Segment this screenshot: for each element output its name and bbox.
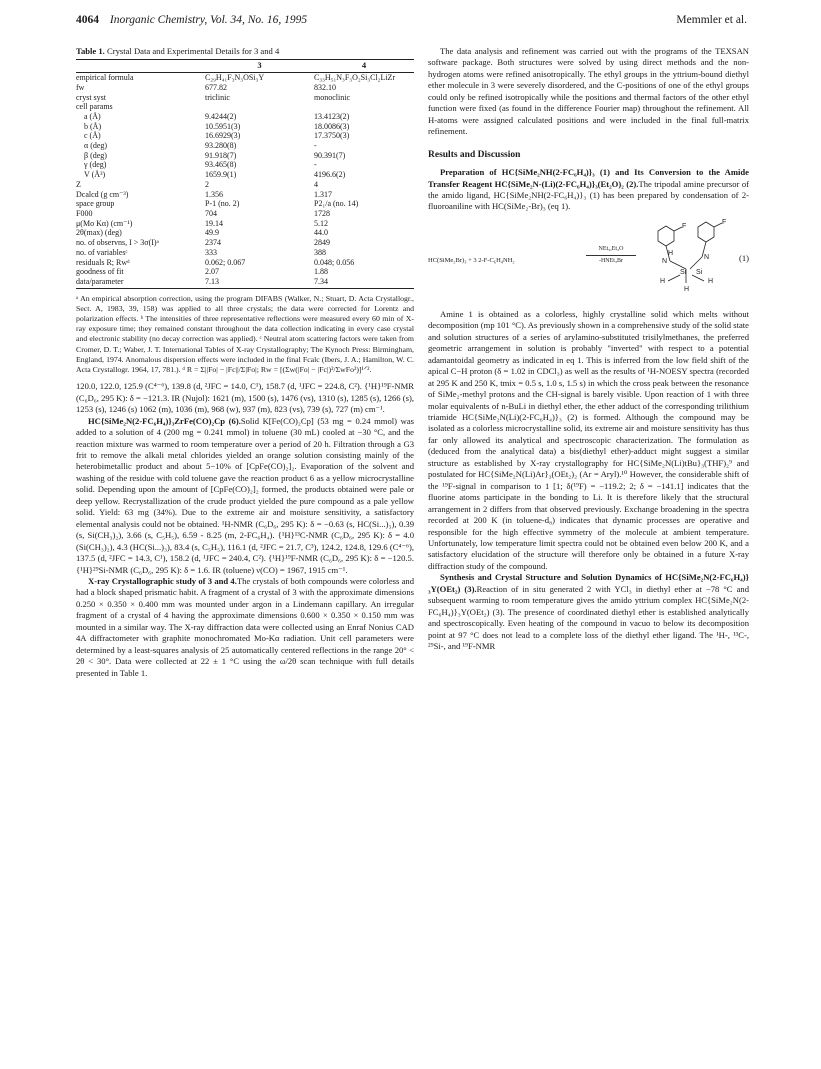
table-cell-3: 704 (205, 209, 217, 218)
atom-h2: H (684, 285, 690, 293)
table-cell-label: α (deg) (84, 141, 108, 151)
atom-si2: Si (696, 268, 703, 276)
ring-right (698, 222, 714, 242)
table-cell-3: 2.07 (205, 267, 219, 277)
xray-heading: X-ray Crystallographic study of 3 and 4. (88, 575, 237, 586)
atom-si1: Si (680, 268, 687, 276)
table-cell-label: no. of observns, I > 3σ(I)ᵃ (76, 238, 159, 248)
table-cell-4: 7.34 (314, 277, 414, 288)
table-cell-label: residuals R; Rwᵈ (76, 257, 130, 267)
equation-conditions (586, 245, 636, 266)
table-cell-4: C₃₃H₅₁N₃F₃O₂Si₃Cl₂LiZr (314, 73, 396, 83)
atom-f2: F (722, 218, 727, 226)
table-cell-3: 10.5951(3) (205, 121, 241, 131)
table-cell-label: empirical formula (76, 73, 134, 83)
table-row (76, 258, 414, 268)
table-row (76, 219, 414, 229)
table-row (76, 228, 414, 238)
table-cell-label: Z (76, 179, 81, 189)
table-cell-3: 93.280(8) (205, 141, 237, 151)
table-cell-3: 2 (205, 179, 209, 189)
xray-text: The crystals of both compounds were colorless and had a block shaped prismatic habit. A fragment of a crystal of 3 with the approximate dimensions 0.250 × 0.350 × 0.400 mm was mounted under argon in a Lindemann capillary. An irregular fragment of a crystal of 4 having the approximate dimensions 0.600 × 0.350 × 0.150 mm was mounted in a similar way. The X-ray diffraction data were collected using an Enraf Nonius CAD 4A diffractometer with graphite monochromated Mo-Kα radiation. Unit cell parameters were determined by a least-squares analysis of 25 automatically centered reflections in the range 20° < 2θ < 30°. Data were collected at 22 ± 1 °C using the ω/2θ scan technique with full details presented in Table 1. (76, 575, 414, 678)
table-cell-4: 17.3750(3) (314, 131, 350, 141)
table-cell-4: 0.048; 0.056 (314, 257, 355, 267)
table-cell-3: 0.062; 0.067 (205, 257, 246, 267)
table-cell-4: 90.391(7) (314, 150, 346, 160)
table-row (76, 248, 414, 258)
table-row (76, 83, 414, 93)
equation-reactants: HC(SiMe₂Br)₃ + 3 2-F-C₆H₄NH₂ (428, 256, 515, 264)
table-row (76, 190, 414, 200)
table-cell-3: 91.918(7) (205, 150, 237, 160)
table-header-row (76, 60, 414, 73)
table-cell-label: F000 (76, 209, 93, 218)
table-cell-label: γ (deg) (84, 160, 107, 170)
left-paragraph-xray (76, 576, 414, 679)
table-row (76, 277, 414, 288)
table-row (76, 102, 414, 112)
condition-top: NEt₃,Et₂O (598, 245, 624, 252)
table-cell-4: P2₁/a (no. 14) (314, 199, 359, 209)
table-cell-label: b (Å) (84, 121, 102, 131)
table-cell-label: a (Å) (84, 111, 101, 121)
running-authors: Memmler et al. (676, 14, 747, 26)
equation-1 (428, 217, 749, 303)
crystal-data-table (76, 59, 414, 288)
table-cell-3: 49.9 (205, 228, 219, 238)
table-cell-4: monoclinic (314, 92, 350, 102)
table-cell-label: cell params (76, 102, 113, 112)
table-cell-3: 9.4244(2) (205, 111, 237, 121)
table-cell-3: 19.14 (205, 218, 223, 228)
right-paragraph-synthesis (428, 572, 749, 652)
right-column (428, 46, 749, 652)
table-cell-4: - (314, 141, 317, 151)
table-cell-label: c (Å) (84, 131, 101, 141)
synthesis-heading: Synthesis and Crystal Structure and Solution Dynamics of HC{SiMe₂N(2-FC₆H₄)}₃Y(OEt₂) (3). (428, 572, 749, 594)
table-cell-4: - (314, 160, 317, 170)
table-row (76, 160, 414, 170)
table-cell-4: 13.4123(2) (314, 111, 350, 121)
table-cell-4 (314, 102, 414, 112)
ring-left (658, 226, 674, 246)
table-cell-3: triclinic (205, 92, 230, 102)
table-caption (76, 46, 414, 57)
table-cell-label: data/parameter (76, 277, 205, 288)
page-number: 4064 (76, 14, 99, 26)
table-cell-3: P-1 (no. 2) (205, 199, 240, 209)
table-cell-label: Dcalcd (g cm⁻³) (76, 189, 129, 199)
right-paragraph-preparation (428, 167, 749, 213)
table-cell-4: 4196.6(2) (314, 170, 346, 180)
table-header-blank (76, 60, 205, 73)
reaction-arrow (586, 255, 636, 256)
table-row (76, 267, 414, 277)
condition-bottom: -HNEt₃Br (598, 257, 624, 264)
table-header-4: 4 (314, 60, 414, 73)
atom-f1: F (682, 222, 687, 230)
table-cell-4: 832.10 (314, 82, 336, 92)
right-paragraph-amine: Amine 1 is obtained as a colorless, highly crystalline solid which melts without decomposition (mp 101 °C). As previously shown in a comprehensive study of the solid state and solution structures of a series of arylamino-substituted trisilylmethanes, the preferred geometric arrangement in solution is probably "inverted" with respect to a potential adamantoidal geometry as indicated in eq 1. This is inferred from the low field shift of the apical C−H proton (δ = 1.02 in CDCl₃) as well as the results of ¹H-NOESY spectra (recorded at 295 K and 250 K, tmix = 0.5 s, 1.0 s, 1.5 s) in which the cross peak between the resonance of SiMe₂-methyl protons and the CH-signal is barely visible. Upon reaction of 1 with three molar equivalents of n-BuLi in diethyl ether, the ether adduct of the corresponding trilithium triamide HC{SiMe₂N(Li)(2-FC₆H₄)}₃ (2) is formed. Although the compound may be isolated as a colorless microcrystalline solid, its extreme air and moisture sensitivity has thus far only allowed its analytical and spectroscopic characterization. The formulation as (deduced from the analytical data) a bis(diethyl ether)-adduct might suggest a similar structure as established by X-ray crystallography for HC{SiMe₂N(Li)tBu}₃(THF)₂⁹ and postulated for HC{SiMe₂N(Li)Ar}₃(OEt₂)₂ (Ar = Aryl).¹⁰ However, the considerable shift of the ¹⁹F-signal in comparison to 1 [1; δ(¹⁹F) = −119.2; 2; δ = −141.1] indicates that the fluorine atoms participate in the bonding to Li. It is therefore likely that the structural arrangement in 2 differs from that observed previously. Exchange broadening in the spectra recorded at 200 K (in toluene-d₈) indicates that dynamic processes are operative and responsible for the high effective symmetry of the molecule at ambient temperature. Unfortunately, low temperature limit spectra could not be obtained even below 200 K, and a satisfactory elucidation of the structure will therefore only be obtained in a future X-ray diffraction study of the compound. (428, 308, 749, 571)
atom-h1: H (668, 249, 674, 257)
table-cell-label: 2θ(max) (deg) (76, 228, 122, 238)
atom-h4: H (660, 277, 666, 285)
table-cell-3: 2374 (205, 238, 221, 248)
table-cell-label: cryst syst (76, 92, 106, 102)
table-row (76, 199, 414, 209)
table-cell-4: 5.12 (314, 218, 328, 228)
table-cell-4: 44.0 (314, 228, 328, 238)
table-cell-4: 18.0086(3) (314, 121, 350, 131)
table-caption-text: Crystal Data and Experimental Details for 3 and 4 (106, 46, 280, 56)
compound-6-text: Solid K[Fe(CO)₂Cp] (53 mg = 0.24 mmol) was added to a solution of 4 (200 mg = 0.241 mmol) in toluene (30 mL) cooled at −30 °C, and the reaction mixture was warmed to room temperature over a period of 20 h. Filtration through a G3 frit to remove the alkali metal chlorides yielded an orange solution consisting mainly of the heterobimetallic product and about 5−10% of [CpFe(CO)₂]₂. Evaporation of the solvent and washing of the residue with cold toluene gave the reaction product 6 as a yellow microcrystalline solid. Depending upon the amount of [CpFe(CO)₂]₂ formed, the products obtained were pale or deep yellow. Recrystallization of the crude product yielded the pure compound as a pale yellow solid. Yield: 63 mg (34%). Due to the extreme air and moisture sensitivity, a satisfactory elemental analysis could not be obtained. ¹H-NMR (C₆D₆, 295 K): δ = −0.63 (s, HC(Si...)₃), 0.39 (s, Si(CH₃)₂), 3.66 (s, C₅H₅), 6.59 - 8.25 (m, 2-FC₆H₄). {¹H}¹³C-NMR (C₆D₆, 295 K): δ = 4.0 (Si(CH₃)₂), 4.3 (HC(Si...)₃), 83.4 (s, C₅H₅), 116.1 (d, ²JFC = 21.7, C³), 124.2, 124.8, 129.6 (C⁴⁻⁶), 137.5 (d, ²JFC = 14.3, C¹), 158.2 (d, ¹JFC = 240.4, C²). {¹H}¹⁹F-NMR (C₆D₆, 295 K): δ = −120.5. {¹H}²⁹Si-NMR (C₆D₆, 295 K): δ = 1.6. IR (toluene) ν(CO) = 1967, 1915 cm⁻¹. (76, 415, 414, 575)
table-cell-4: 1.88 (314, 267, 328, 277)
preparation-heading: Preparation of HC{SiMe₂NH(2-FC₆H₄)}₃ (1) and Its Conversion to the Amide Transfer Reagent HC{SiMe₂N-(Li)(2-FC₆H₄)}₃(Et₂O)₂ (2). (428, 167, 749, 189)
table-cell-label: fw (76, 82, 85, 92)
right-paragraph-refinement: The data analysis and refinement was carried out with the programs of the TEXSAN software package. Both structures were solved by using direct methods and the non-hydrogen atoms were refined anisotropically. The ethyl groups in the yttrium-bound diethyl ether molecule in 3 were severely disordered, and the C-positions of one of the ethyl groups could only be refined isotropically while the positions and thermal factors of the other ethyl function were fixed (as found in the difference Fourier map) throughout the refinement. All H-atoms were assigned calculated positions and were included in the final full-matrix refinement. (428, 46, 749, 137)
journal-citation: Inorganic Chemistry, Vol. 34, No. 16, 1995 (109, 14, 308, 26)
table-cell-label: V (Å³) (84, 170, 106, 180)
table-header-3: 3 (205, 60, 314, 73)
section-title: Results and Discussion (428, 149, 521, 160)
table-cell-4: 1.317 (314, 189, 332, 199)
table-row (76, 180, 414, 190)
table-cell-label: no. of variablesᶜ (76, 247, 128, 257)
table-cell-label: goodness of fit (76, 267, 124, 277)
table-cell-4: 4 (314, 179, 318, 189)
table-cell-3: 16.6929(3) (205, 131, 241, 141)
table-row (76, 209, 414, 219)
table-cell-3: C₂₉H₄₁F₃N₃OSi₃Y (205, 73, 265, 83)
table-cell-3 (205, 102, 314, 112)
table-cell-4: 388 (314, 247, 326, 257)
compound-6-heading: HC{SiMe₂N(2-FC₆H₄)}₃ZrFe(CO)₂Cp (6). (88, 415, 241, 426)
table-caption-label: Table 1. (76, 46, 105, 56)
table-row (76, 170, 414, 180)
table-cell-3: 677.82 (205, 82, 227, 92)
left-paragraph-nmr: 120.0, 122.0, 125.9 (C⁴⁻⁶), 139.8 (d, ²JFC = 14.0, C¹), 158.7 (d, ¹JFC = 224.8, C²). {¹H}¹⁹F-NMR (C₆D₆, 295 K): δ = −121.3. IR (Nujol): 1621 (m), 1500 (s), 1476 (vs), 1310 (s), 1285 (s), 1266 (s), 1253 (s), 1246 (s) 1062 (m), 1036 (m), 968 (w), 937 (m), 823 (vs), 739 (s), 727 (m) cm⁻¹. (76, 381, 414, 415)
table-row (76, 131, 414, 141)
table-row (76, 73, 414, 83)
table-row (76, 112, 414, 122)
atom-h3: H (708, 277, 714, 285)
equation-number: (1) (738, 252, 749, 263)
left-paragraph-compound-6 (76, 416, 414, 576)
table-cell-3: 1.356 (205, 189, 223, 199)
table-row (76, 238, 414, 248)
table-body (76, 73, 414, 288)
table-row (76, 141, 414, 151)
table-cell-label: space group (76, 199, 115, 209)
running-header (76, 14, 747, 30)
preparation-text: The tripodal amine precursor of the amido ligand, HC{SiMe₂NH(2-FC₆H₄)}₃ (1) has been prepared by condensation of 2-fluoroaniline with HC(SiMe₂-Br)₃ (eq 1). (428, 178, 750, 212)
table-cell-3: 333 (205, 247, 217, 257)
atom-n2: N (704, 253, 710, 261)
table-row (76, 93, 414, 103)
table-cell-4: 2849 (314, 238, 330, 248)
product-structure-drawing (646, 217, 732, 303)
table-row (76, 122, 414, 132)
left-column (76, 46, 414, 679)
table-cell-3: 93.465(8) (205, 160, 237, 170)
table-cell-3: 1659.9(1) (205, 170, 237, 180)
atom-n1: N (662, 257, 668, 265)
table-footnotes: ᵃ An empirical absorption correction, using the program DIFABS (Walker, N.; Stuart, D. Acta Crystallogr., Sect. A, 1983, 39, 158) was applied to all three crystals; the data were corrected for Lorentz and polarization effects. ᵇ The intensities of three representative reflections were measured every 60 min of X-ray exposure time; they remained constant throughout the data collection indicating in every case crystal and electronic stability (no decay correction was applied). ᶜ Neutral atom scattering factors were taken from Cromer, D. T.; Waber, J. T. International Tables of X-ray Crystallography; The Kynoch Press: Birmingham, England, 1974. Anomalous dispersion effects were included in the final Fcalc (Ibers, J. A.; Hamilton, W. C. Acta Crystallogr. 1964, 17, 781.). ᵈ R = Σ||Fo| − |Fc||/Σ|Fo|; Rw = [(Σw(|Fo| − |Fc|)²/ΣwFo²)]¹ᐟ². (76, 293, 414, 375)
synthesis-text: Reaction of in situ generated 2 with YCl₃ in diethyl ether at −78 °C and subsequent warming to room temperature gives the amido yttrium complex HC{SiMe₂N(2-FC₆H₄)}₃Y(OEt₂) (3). The presence of coordinated diethyl ether is established analytically and spectroscopically. Even heating of the compound in vacuo to below its decomposition point at 97 °C does not lead to a complete loss of the diethyl ether ligand. The ¹H-, ¹³C-, ²⁹Si-, and ¹⁹F-NMR (428, 583, 749, 652)
table-cell-label: β (deg) (84, 150, 107, 160)
table-cell-3: 7.13 (205, 277, 314, 288)
table-row (76, 151, 414, 161)
table-cell-4: 1728 (314, 209, 330, 218)
table-cell-label: μ(Mo Kα) (cm⁻¹) (76, 218, 133, 228)
